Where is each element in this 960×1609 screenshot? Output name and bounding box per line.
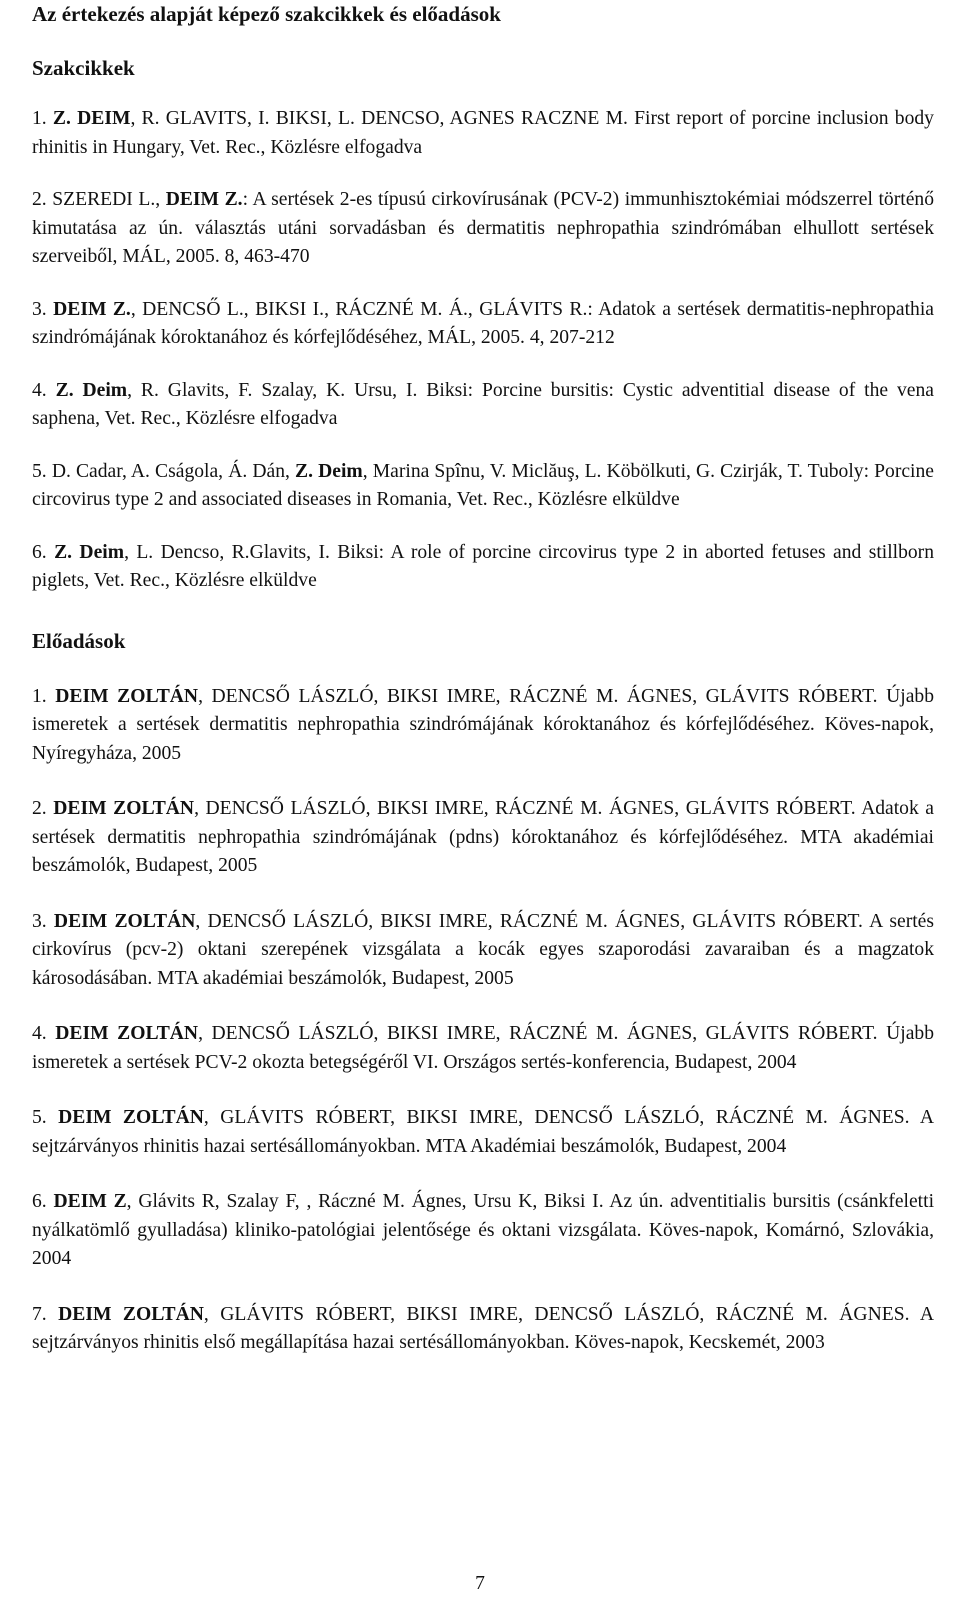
paper-entry-text: , DENCSŐ L., BIKSI I., RÁCZNÉ M. Á., GLÁVITS R.: Adatok a sertések dermatitis-nephropathia szindrómájának kóroktanához és kórfejlődéséhez, MÁL, 2005. 4, 207-212 bbox=[32, 298, 934, 348]
paper-entry-text: , L. Dencso, R.Glavits, I. Biksi: A role of porcine circovirus type 2 in aborted fetuses and stillborn piglets, Vet. Rec., Közlésre elküldve bbox=[32, 541, 935, 591]
talk-entry-text: , DENCSŐ LÁSZLÓ, BIKSI IMRE, RÁCZNÉ M. ÁGNES, GLÁVITS RÓBERT. Újabb ismeretek a sertések dermatitis nephropathia szindrómájának kóroktanához és kórfejlődéséhez. Köves-napok, Nyíregyháza, 2005 bbox=[32, 685, 934, 764]
talk-entry-text bbox=[47, 1304, 58, 1325]
talk-entry-number: 7. bbox=[32, 1303, 47, 1325]
talk-entry-number: 2. bbox=[32, 798, 47, 819]
talk-entry-text bbox=[47, 1107, 58, 1128]
talk-entry-text bbox=[47, 1023, 56, 1044]
author-name: DEIM ZOLTÁN bbox=[53, 798, 195, 819]
page-number: 7 bbox=[475, 1573, 485, 1594]
author-name: DEIM ZOLTÁN bbox=[58, 1303, 204, 1325]
author-name: DEIM ZOLTÁN bbox=[55, 685, 199, 707]
author-name: DEIM Z. bbox=[165, 189, 243, 210]
paper-entry bbox=[32, 186, 934, 272]
author-name: Z. Deim bbox=[295, 460, 363, 482]
paper-entry-number: 1. bbox=[32, 108, 47, 129]
author-name: DEIM Z bbox=[53, 1191, 127, 1212]
talk-entry bbox=[32, 908, 934, 994]
paper-entry bbox=[32, 296, 934, 353]
author-name: DEIM Z. bbox=[53, 298, 131, 320]
talk-entry-text: , DENCSŐ LÁSZLÓ, BIKSI IMRE, RÁCZNÉ M. ÁGNES, GLÁVITS RÓBERT. Újabb ismeretek a sertések PCV-2 okozta betegségéről VI. Országos sertés-konferencia, Budapest, 2004 bbox=[32, 1023, 934, 1073]
author-name: Z. Deim bbox=[54, 541, 125, 563]
paper-entry-text bbox=[47, 380, 56, 401]
talk-entry-text: , GLÁVITS RÓBERT, BIKSI IMRE, DENCSŐ LÁSZLÓ, RÁCZNÉ M. ÁGNES. A sejtzárványos rhinitis első megállapítása hazai sertésállományokban. Köves-napok, Kecskemét, 2003 bbox=[32, 1303, 934, 1353]
paper-entry-text: , Marina Spînu, V. Miclăuş, L. Köbölkuti, G. Czirják, T. Tuboly: Porcine circovirus type 2 and associated diseases in Romania, Vet. Rec., Közlésre elküldve bbox=[32, 460, 934, 510]
talks-heading: Előadások bbox=[32, 628, 126, 653]
author-name: DEIM ZOLTÁN bbox=[55, 1023, 199, 1044]
author-name: DEIM ZOLTÁN bbox=[58, 1107, 204, 1128]
paper-entry bbox=[32, 539, 934, 596]
paper-entry-text: : A sertések 2-es típusú cirkovírusának (PCV-2) immunhisztokémiai módszerrel történő kimutatása az ún. választás utáni sorvadásban és dermatitis nephropathia szindrómában elhullott sertések szerveiből, MÁL, 2005. 8, 463-470 bbox=[32, 189, 934, 267]
paper-entry-text: , R. GLAVITS, I. BIKSI, L. DENCSO, AGNES RACZNE M. First report of porcine inclusion body rhinitis in Hungary, Vet. Rec., Közlésre elfogadva bbox=[32, 108, 934, 158]
talk-entry-number: 5. bbox=[32, 1107, 47, 1128]
talk-entry-text: , GLÁVITS RÓBERT, BIKSI IMRE, DENCSŐ LÁSZLÓ, RÁCZNÉ M. ÁGNES. A sejtzárványos rhinitis hazai sertésállományokban. MTA Akadémiai beszámolók, Budapest, 2004 bbox=[32, 1107, 934, 1157]
talk-entry-number: 4. bbox=[32, 1023, 47, 1044]
paper-entry bbox=[32, 458, 934, 515]
talk-entry-number: 3. bbox=[32, 910, 47, 932]
paper-entry-text: SZEREDI L., bbox=[46, 189, 166, 210]
author-name: DEIM ZOLTÁN bbox=[53, 910, 196, 932]
talk-entry-number: 6. bbox=[32, 1191, 47, 1212]
paper-entry-number: 4. bbox=[32, 379, 47, 401]
author-name: Z. Deim bbox=[55, 379, 128, 401]
author-name: Z. DEIM bbox=[52, 108, 131, 129]
document-title: Az értekezés alapját képező szakcikkek és előadások bbox=[32, 2, 501, 26]
talk-entry bbox=[32, 795, 934, 881]
talk-entry-text: , DENCSŐ LÁSZLÓ, BIKSI IMRE, RÁCZNÉ M. ÁGNES, GLÁVITS RÓBERT. A sertés cirkovírus (pcv-2) oktani szerepének vizsgálata a kocák egyes szaporodási zavaraiban és a magzatok károsodásában. MTA akadémiai beszámolók, Budapest, 2005 bbox=[32, 910, 934, 989]
paper-entry-number: 6. bbox=[32, 541, 47, 563]
talk-entry bbox=[32, 683, 934, 769]
paper-entry-number: 2. bbox=[32, 189, 47, 210]
talk-entry-number: 1. bbox=[32, 685, 47, 707]
paper-entry-text: , R. Glavits, F. Szalay, K. Ursu, I. Biksi: Porcine bursitis: Cystic adventitial disease of the vena saphena, Vet. Rec., Közlésre elfogadva bbox=[32, 379, 934, 429]
talk-entry bbox=[32, 1301, 934, 1358]
paper-entry-text: D. Cadar, A. Cságola, Á. Dán, bbox=[46, 460, 296, 482]
talk-entry bbox=[32, 1020, 934, 1077]
paper-entry bbox=[32, 105, 934, 162]
papers-list bbox=[32, 105, 934, 596]
talk-entry bbox=[32, 1188, 934, 1274]
paper-entry-number: 5. bbox=[32, 460, 47, 482]
paper-entry bbox=[32, 377, 934, 434]
talks-list bbox=[32, 683, 934, 1358]
talk-entry bbox=[32, 1104, 934, 1161]
document-page bbox=[32, 0, 934, 1358]
paper-entry-number: 3. bbox=[32, 298, 47, 320]
talk-entry-text bbox=[47, 911, 54, 932]
talk-entry-text bbox=[47, 686, 56, 707]
talk-entry-text: , DENCSŐ LÁSZLÓ, BIKSI IMRE, RÁCZNÉ M. ÁGNES, GLÁVITS RÓBERT. Adatok a sertések dermatitis nephropathia szindrómájának (pdns) kóroktanához és kórfejlődéséhez. MTA akadémiai beszámolók, Budapest, 2005 bbox=[32, 798, 934, 876]
papers-heading: Szakcikkek bbox=[32, 56, 135, 80]
talk-entry-text: , Glávits R, Szalay F, , Ráczné M. Ágnes, Ursu K, Biksi I. Az ún. adventitialis bursitis (csánkfeletti nyálkatömlő gyulladása) kliniko-patológiai jelentősége és oktani vizsgálata. Köves-napok, Komárnó, Szlovákia, 2004 bbox=[32, 1191, 935, 1269]
paper-entry-text bbox=[47, 542, 54, 563]
